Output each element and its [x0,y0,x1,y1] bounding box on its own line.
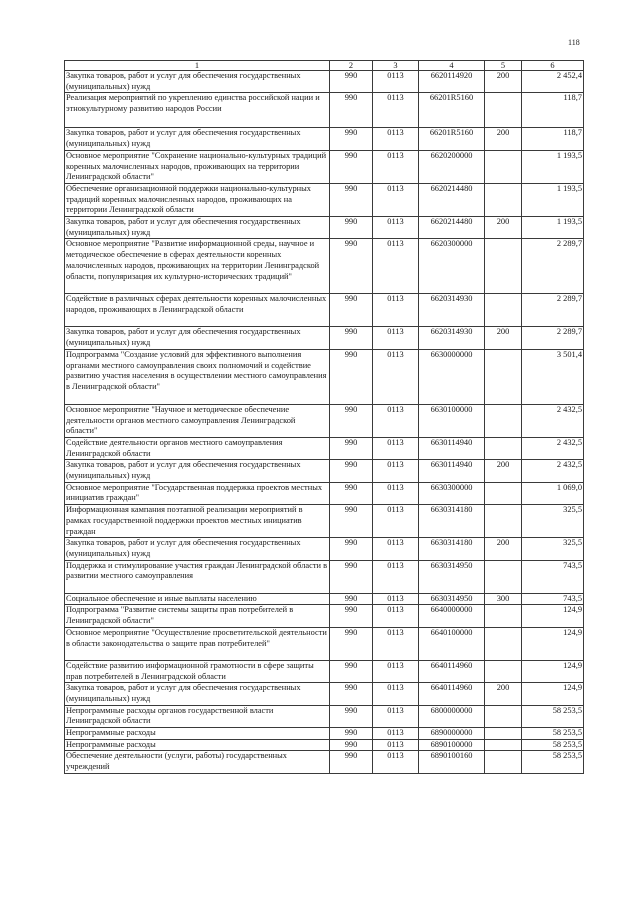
row-code-expense [485,150,522,183]
table-row [65,239,584,294]
row-code-target: 66201R5160 [419,128,485,150]
row-code-expense [485,349,522,404]
row-code-section: 0113 [373,239,419,294]
row-code-admin: 990 [330,683,373,705]
row-code-target: 6890000000 [419,728,485,740]
row-code-admin: 990 [330,627,373,660]
row-code-admin: 990 [330,327,373,349]
row-code-expense [485,739,522,751]
table-body [65,71,584,774]
row-code-expense [485,560,522,593]
row-name: Закупка товаров, работ и услуг для обеспечения государственных (муниципальных) нужд [65,538,330,560]
table-header-row [65,61,584,71]
table-row [65,593,584,605]
table-row [65,482,584,504]
row-code-admin: 990 [330,93,373,128]
row-name: Обеспечение деятельности (услуги, работы) государственных учреждений [65,751,330,773]
row-code-admin: 990 [330,217,373,239]
table-row [65,150,584,183]
row-code-target: 6620200000 [419,150,485,183]
column-header: 6 [522,61,584,71]
row-name: Закупка товаров, работ и услуг для обеспечения государственных (муниципальных) нужд [65,460,330,482]
row-code-target: 6640000000 [419,605,485,627]
row-code-admin: 990 [330,538,373,560]
row-amount: 2 289,7 [522,327,584,349]
row-name: Непрограммные расходы [65,728,330,740]
row-name: Закупка товаров, работ и услуг для обеспечения государственных (муниципальных) нужд [65,683,330,705]
table-row [65,728,584,740]
row-name: Основное мероприятие "Осуществление просветительской деятельности в области законодательства о защите прав потребителей" [65,627,330,660]
row-amount: 1 193,5 [522,150,584,183]
row-code-section: 0113 [373,437,419,459]
row-name: Подпрограмма "Создание условий для эффективного выполнения органами местного самоуправления своих полномочий и содействие развитию участия населения в осуществлении местного самоуправления в Ленинградской области" [65,349,330,404]
row-code-section: 0113 [373,751,419,773]
row-code-section: 0113 [373,71,419,93]
row-amount: 325,5 [522,538,584,560]
row-code-target: 6630000000 [419,349,485,404]
row-amount: 124,9 [522,660,584,682]
table-row [65,460,584,482]
row-code-target: 6620314930 [419,294,485,327]
row-code-admin: 990 [330,71,373,93]
table-row [65,538,584,560]
row-code-section: 0113 [373,728,419,740]
row-code-target: 6640114960 [419,660,485,682]
row-code-target: 6800000000 [419,705,485,727]
row-code-target: 6890100160 [419,751,485,773]
row-code-section: 0113 [373,150,419,183]
row-code-expense [485,728,522,740]
row-name: Непрограммные расходы [65,739,330,751]
row-code-expense [485,482,522,504]
row-code-admin: 990 [330,437,373,459]
row-code-expense [485,437,522,459]
budget-table [64,60,584,774]
row-amount: 58 253,5 [522,751,584,773]
row-amount: 743,5 [522,560,584,593]
row-code-target: 66201R5160 [419,93,485,128]
table-row [65,349,584,404]
row-name: Поддержка и стимулирование участия граждан Ленинградской области в развитии местного самоуправления [65,560,330,593]
row-code-section: 0113 [373,683,419,705]
row-code-expense [485,239,522,294]
row-code-admin: 990 [330,482,373,504]
row-amount: 743,5 [522,593,584,605]
row-code-target: 6620214480 [419,183,485,216]
row-code-admin: 990 [330,128,373,150]
row-code-section: 0113 [373,404,419,437]
row-code-admin: 990 [330,728,373,740]
table-row [65,660,584,682]
row-name: Закупка товаров, работ и услуг для обеспечения государственных (муниципальных) нужд [65,327,330,349]
row-code-section: 0113 [373,739,419,751]
row-code-target: 6630114940 [419,460,485,482]
row-code-target: 6630314180 [419,505,485,538]
row-code-target: 6630314950 [419,593,485,605]
table-row [65,705,584,727]
row-name: Основное мероприятие "Государственная поддержка проектов местных инициатив граждан" [65,482,330,504]
row-amount: 118,7 [522,128,584,150]
row-code-expense [485,505,522,538]
column-header: 1 [65,61,330,71]
row-code-admin: 990 [330,183,373,216]
row-amount: 2 289,7 [522,294,584,327]
row-code-section: 0113 [373,93,419,128]
table-row [65,437,584,459]
row-code-section: 0113 [373,128,419,150]
table-row [65,627,584,660]
row-amount: 118,7 [522,93,584,128]
column-header: 2 [330,61,373,71]
row-code-expense [485,404,522,437]
row-amount: 2 432,5 [522,437,584,459]
row-amount: 124,9 [522,605,584,627]
row-code-admin: 990 [330,404,373,437]
row-amount: 1 069,0 [522,482,584,504]
row-amount: 3 501,4 [522,349,584,404]
row-code-admin: 990 [330,239,373,294]
row-code-admin: 990 [330,739,373,751]
row-code-section: 0113 [373,460,419,482]
row-code-admin: 990 [330,705,373,727]
row-code-expense: 200 [485,128,522,150]
row-code-expense [485,751,522,773]
row-code-target: 6640114960 [419,683,485,705]
row-code-admin: 990 [330,560,373,593]
row-code-expense [485,294,522,327]
row-code-expense [485,605,522,627]
table-row [65,217,584,239]
row-name: Социальное обеспечение и иные выплаты населению [65,593,330,605]
row-code-expense: 300 [485,593,522,605]
row-amount: 1 193,5 [522,217,584,239]
row-code-expense [485,93,522,128]
row-code-admin: 990 [330,294,373,327]
row-amount: 124,9 [522,627,584,660]
row-code-section: 0113 [373,482,419,504]
row-code-section: 0113 [373,327,419,349]
page-number: 118 [568,38,580,47]
row-code-section: 0113 [373,294,419,327]
row-name: Реализация мероприятий по укреплению единства российской нации и этнокультурному развитию народов России [65,93,330,128]
table-row [65,294,584,327]
row-code-expense: 200 [485,71,522,93]
row-amount: 58 253,5 [522,739,584,751]
row-name: Обеспечение организационной поддержки национально-культурных традиций коренных малочисленных народов, проживающих на территории Ленинградской области [65,183,330,216]
row-code-expense: 200 [485,327,522,349]
column-header: 4 [419,61,485,71]
row-code-section: 0113 [373,349,419,404]
row-code-admin: 990 [330,150,373,183]
row-code-target: 6620300000 [419,239,485,294]
row-code-admin: 990 [330,751,373,773]
row-code-target: 6640100000 [419,627,485,660]
row-code-section: 0113 [373,660,419,682]
column-header: 5 [485,61,522,71]
row-name: Закупка товаров, работ и услуг для обеспечения государственных (муниципальных) нужд [65,71,330,93]
row-code-expense [485,627,522,660]
table-row [65,683,584,705]
row-name: Закупка товаров, работ и услуг для обеспечения государственных (муниципальных) нужд [65,128,330,150]
row-amount: 2 432,5 [522,460,584,482]
row-code-admin: 990 [330,460,373,482]
row-code-admin: 990 [330,605,373,627]
row-code-section: 0113 [373,627,419,660]
table-row [65,751,584,773]
row-name: Содействие деятельности органов местного самоуправления Ленинградской области [65,437,330,459]
table-row [65,183,584,216]
table-row [65,71,584,93]
row-name: Непрограммные расходы органов государственной власти Ленинградской области [65,705,330,727]
row-code-expense [485,660,522,682]
row-amount: 325,5 [522,505,584,538]
table-row [65,739,584,751]
row-amount: 58 253,5 [522,728,584,740]
row-code-expense: 200 [485,217,522,239]
row-code-expense: 200 [485,460,522,482]
table-row [65,128,584,150]
row-code-target: 6630114940 [419,437,485,459]
row-code-section: 0113 [373,705,419,727]
row-name: Содействие в различных сферах деятельности коренных малочисленных народов, проживающих в Ленинградской области [65,294,330,327]
row-code-admin: 990 [330,505,373,538]
row-code-section: 0113 [373,538,419,560]
row-code-admin: 990 [330,660,373,682]
row-amount: 2 432,5 [522,404,584,437]
row-code-target: 6630314180 [419,538,485,560]
row-name: Основное мероприятие "Развитие информационной среды, научное и методическое обеспечение в сферах деятельности коренных малочисленных народов, проживающих на территории Ленинградской области, популяризация их культурно-исторических традиций" [65,239,330,294]
row-code-target: 6620314930 [419,327,485,349]
table-row [65,560,584,593]
row-code-section: 0113 [373,560,419,593]
row-name: Содействие развитию информационной грамотности в сфере защиты прав потребителей в Ленинградской области [65,660,330,682]
row-code-section: 0113 [373,183,419,216]
table-row [65,327,584,349]
row-name: Закупка товаров, работ и услуг для обеспечения государственных (муниципальных) нужд [65,217,330,239]
row-code-section: 0113 [373,593,419,605]
row-amount: 1 193,5 [522,183,584,216]
row-code-target: 6630314950 [419,560,485,593]
row-amount: 124,9 [522,683,584,705]
row-code-expense [485,183,522,216]
row-code-admin: 990 [330,349,373,404]
row-amount: 58 253,5 [522,705,584,727]
row-name: Основное мероприятие "Научное и методическое обеспечение деятельности органов местного самоуправления Ленинградской области" [65,404,330,437]
row-amount: 2 452,4 [522,71,584,93]
row-code-target: 6630300000 [419,482,485,504]
table-row [65,93,584,128]
row-code-target: 6630100000 [419,404,485,437]
row-code-section: 0113 [373,217,419,239]
row-code-expense [485,705,522,727]
row-code-target: 6620214480 [419,217,485,239]
row-code-target: 6620114920 [419,71,485,93]
row-code-expense: 200 [485,683,522,705]
row-code-section: 0113 [373,605,419,627]
row-code-admin: 990 [330,593,373,605]
table-row [65,505,584,538]
row-amount: 2 289,7 [522,239,584,294]
table-row [65,605,584,627]
row-name: Основное мероприятие "Сохранение национально-культурных традиций коренных малочисленных народов, проживающих на территории Ленинградской области" [65,150,330,183]
table-row [65,404,584,437]
row-code-section: 0113 [373,505,419,538]
row-name: Информационная кампания поэтапной реализации мероприятий в рамках государственной поддержки проектов местных инициатив граждан [65,505,330,538]
row-code-expense: 200 [485,538,522,560]
row-code-target: 6890100000 [419,739,485,751]
row-name: Подпрограмма "Развитие системы защиты прав потребителей в Ленинградской области" [65,605,330,627]
column-header: 3 [373,61,419,71]
